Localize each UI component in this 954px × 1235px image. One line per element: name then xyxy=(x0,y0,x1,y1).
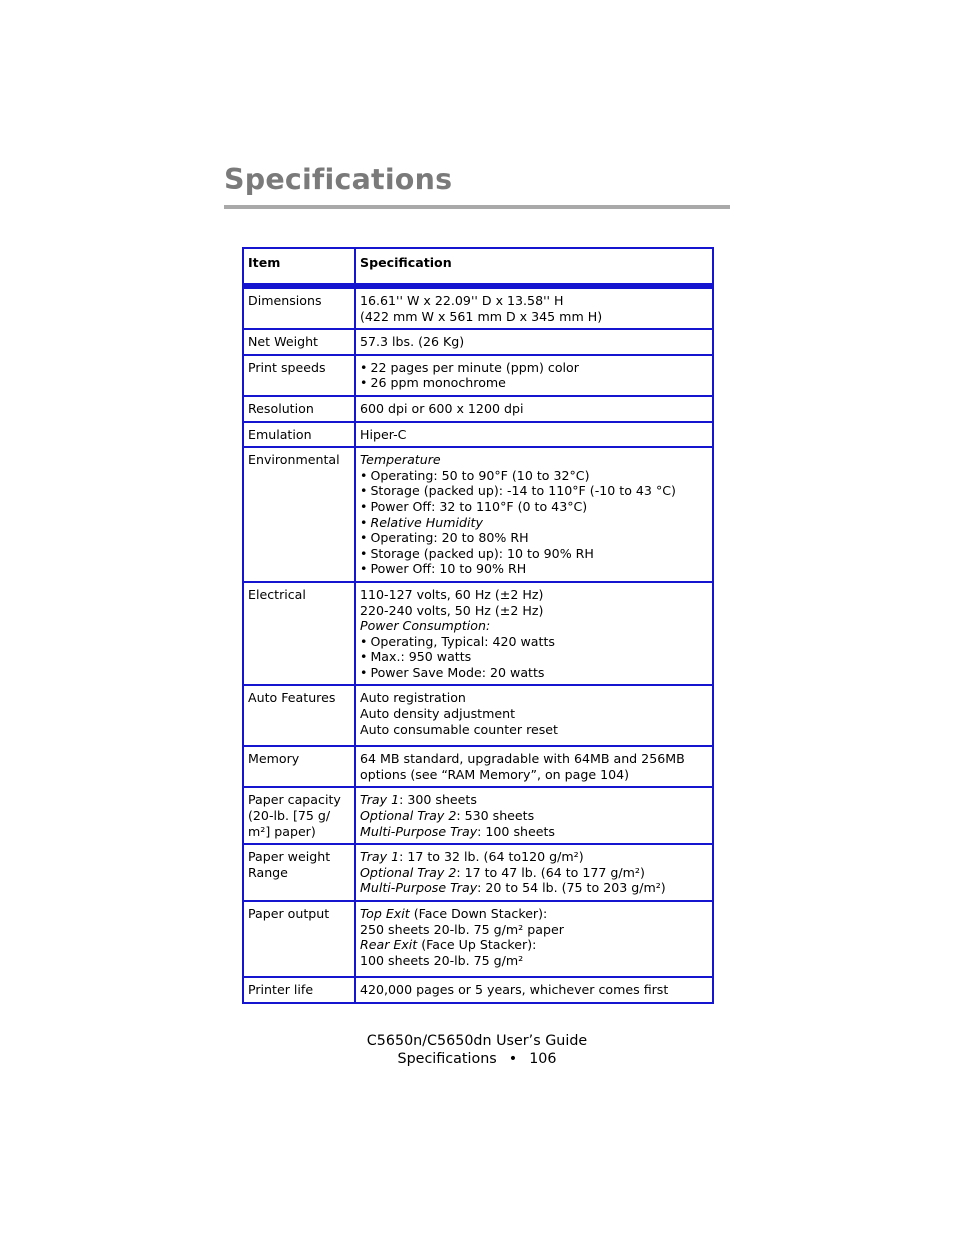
row-value: 16.61'' W x 22.09'' D x 13.58'' H (422 mm W x 561 mm D x 345 mm H) xyxy=(355,286,713,329)
row-value: 110-127 volts, 60 Hz (±2 Hz) 220-240 volts, 50 Hz (±2 Hz) Power Consumption: • Operating, Typical: 420 watts • Max.: 950 watts • Power Save Mode: 20 watts xyxy=(355,582,713,686)
table-row-print-speeds xyxy=(243,355,713,396)
table-row-electrical xyxy=(243,582,713,686)
page-footer xyxy=(0,1032,954,1068)
row-label: Net Weight xyxy=(243,329,355,355)
footer-page-number: 106 xyxy=(529,1051,557,1067)
table-row-auto-features xyxy=(243,685,713,746)
header-specification: Specification xyxy=(355,248,713,286)
row-value: 420,000 pages or 5 years, whichever comes first xyxy=(355,977,713,1003)
header-item: Item xyxy=(243,248,355,286)
title-rule xyxy=(224,205,730,209)
table-row-resolution xyxy=(243,396,713,422)
row-value: • 22 pages per minute (ppm) color • 26 ppm monochrome xyxy=(355,355,713,396)
row-label: Print speeds xyxy=(243,355,355,396)
row-label: Memory xyxy=(243,746,355,787)
row-value: Hiper-C xyxy=(355,422,713,448)
row-value: Tray 1: 17 to 32 lb. (64 to120 g/m²) Optional Tray 2: 17 to 47 lb. (64 to 177 g/m²) Multi-Purpose Tray: 20 to 54 lb. (75 to 203 g/m²) xyxy=(355,844,713,901)
row-value: 600 dpi or 600 x 1200 dpi xyxy=(355,396,713,422)
row-label: Emulation xyxy=(243,422,355,448)
table-row-memory xyxy=(243,746,713,787)
row-label: Electrical xyxy=(243,582,355,686)
page-title: Specifications xyxy=(224,163,453,196)
row-label: Resolution xyxy=(243,396,355,422)
table-row-paper-output xyxy=(243,901,713,977)
table-row-paper-weight xyxy=(243,844,713,901)
footer-guide-title: C5650n/C5650dn User’s Guide xyxy=(366,1033,588,1049)
table-row-net-weight xyxy=(243,329,713,355)
footer-bullet: • xyxy=(508,1051,518,1067)
row-label: Paper capacity (20-lb. [75 g/ m²] paper) xyxy=(243,787,355,844)
row-value: Temperature • Operating: 50 to 90°F (10 to 32°C) • Storage (packed up): -14 to 110°F (-10 to 43 °C) • Power Off: 32 to 110°F (0 to 43°C) • Relative Humidity • Operating: 20 to 80% RH • Storage (packed up): 10 to 90% RH • Power Off: 10 to 90% RH xyxy=(355,447,713,582)
row-label: Printer life xyxy=(243,977,355,1003)
table-row-emulation xyxy=(243,422,713,448)
row-label: Paper weight Range xyxy=(243,844,355,901)
row-label: Environmental xyxy=(243,447,355,582)
row-value: 57.3 lbs. (26 Kg) xyxy=(355,329,713,355)
row-value: Top Exit (Face Down Stacker): 250 sheets 20-lb. 75 g/m² paper Rear Exit (Face Up Stacker): 100 sheets 20-lb. 75 g/m² xyxy=(355,901,713,977)
row-label: Dimensions xyxy=(243,286,355,329)
row-label: Auto Features xyxy=(243,685,355,746)
table-header-row xyxy=(243,248,713,286)
footer-section-line xyxy=(0,1050,954,1068)
row-value: 64 MB standard, upgradable with 64MB and 256MB options (see “RAM Memory”, on page 104) xyxy=(355,746,713,787)
table-row-dimensions xyxy=(243,286,713,329)
table-row-environmental xyxy=(243,447,713,582)
table-row-printer-life xyxy=(243,977,713,1003)
row-value: Tray 1: 300 sheets Optional Tray 2: 530 sheets Multi-Purpose Tray: 100 sheets xyxy=(355,787,713,844)
specifications-table xyxy=(242,247,714,1004)
table-row-paper-capacity xyxy=(243,787,713,844)
row-label: Paper output xyxy=(243,901,355,977)
footer-section: Specifications xyxy=(397,1051,497,1067)
row-value: Auto registration Auto density adjustment Auto consumable counter reset xyxy=(355,685,713,746)
